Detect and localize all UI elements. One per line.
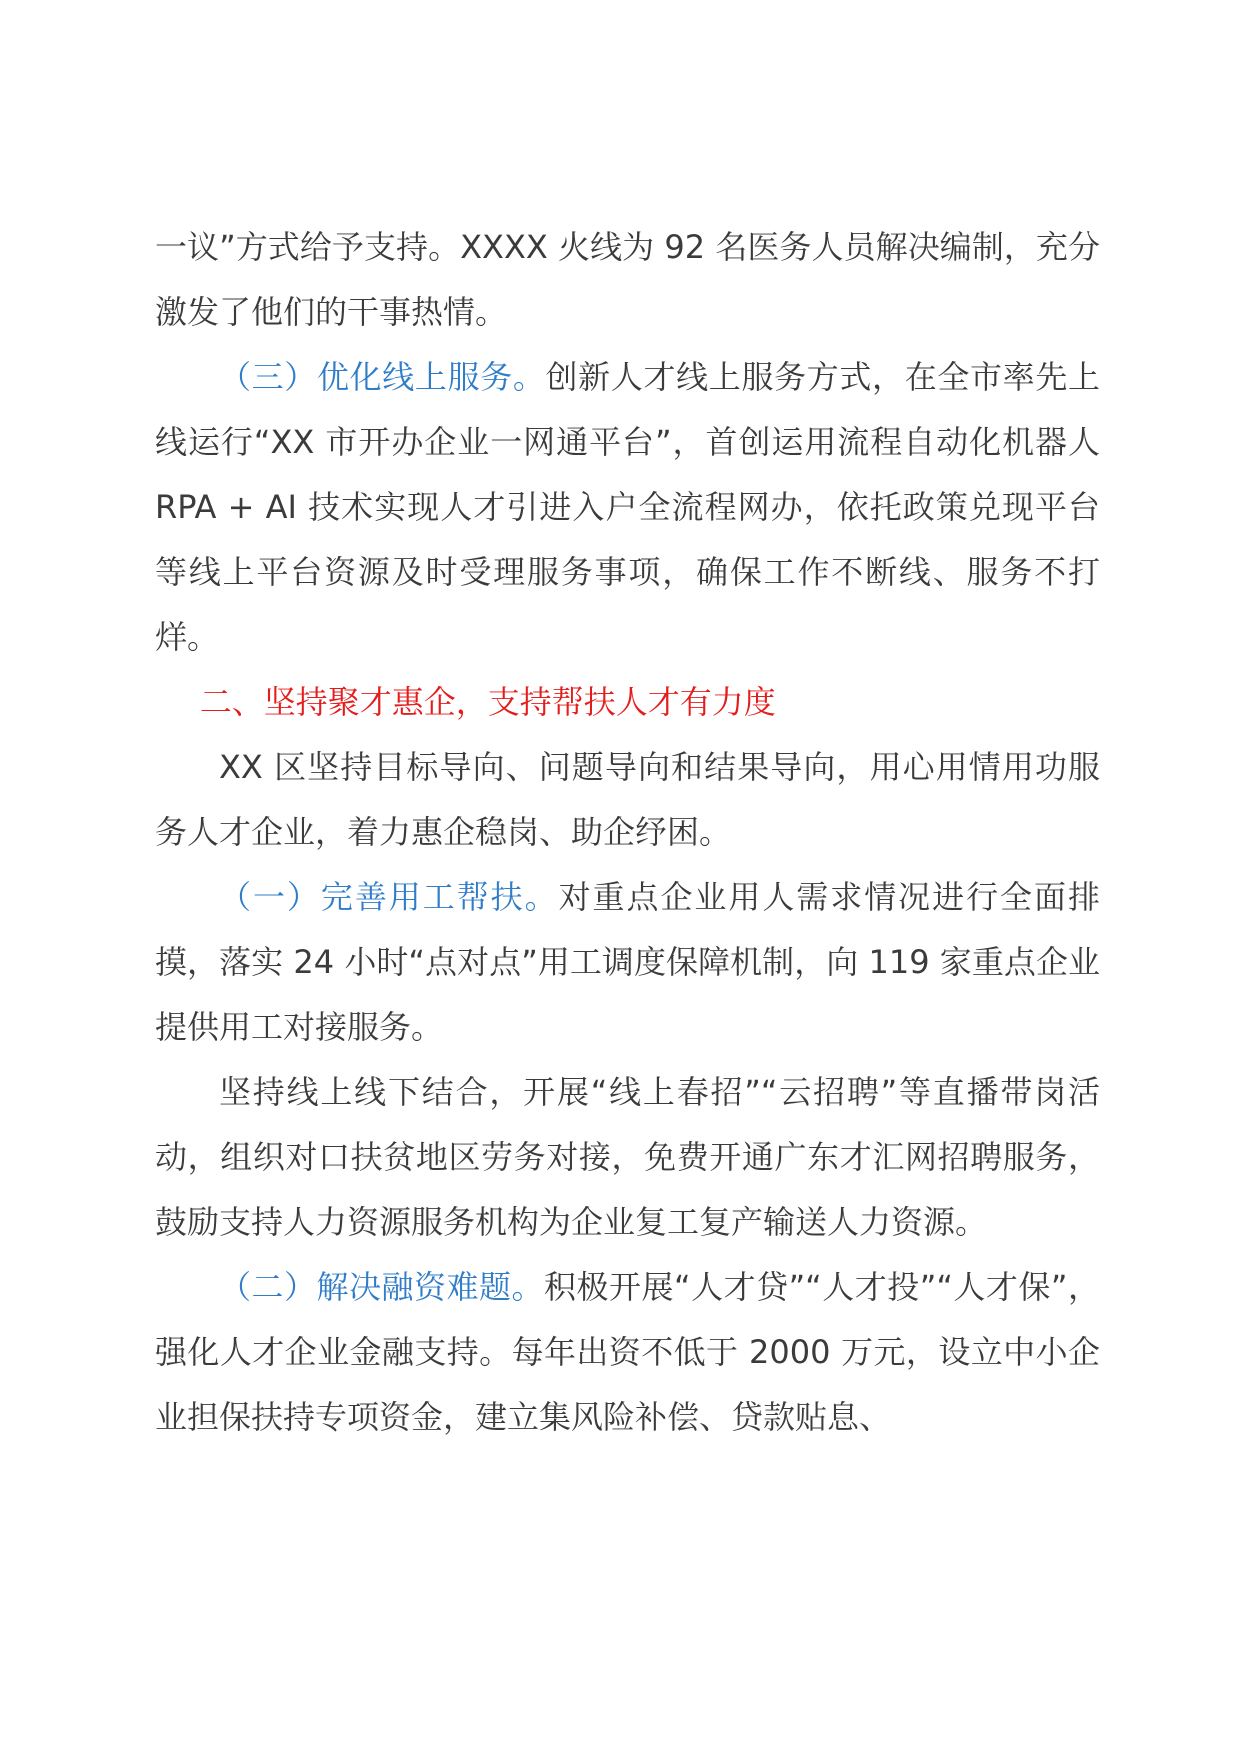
paragraph-text: 创新人才线上服务方式，在全市率先上线运行“XX 市开办企业一网通平台”，首创运用流程自动化机器人 RPA + AI 技术实现人才引进入户全流程网办，依托政策兑现平台等线上平台资源及时受理服务事项，确保工作不断线、服务不打烊。	[155, 358, 1100, 656]
paragraph-section-intro	[155, 735, 1100, 865]
paragraph-text: 一议”方式给予支持。XXXX 火线为 92 名医务人员解决编制，充分激发了他们的干事热情。	[155, 228, 1100, 331]
paragraph-text: XX 区坚持目标导向、问题导向和结果导向，用心用情用功服务人才企业，着力惠企稳岗、助企纾困。	[155, 748, 1100, 851]
sub-heading-online-services: （三）优化线上服务。	[219, 358, 546, 396]
paragraph-text: 对重点企业用人需求情况进行全面排摸，落实 24 小时“点对点”用工调度保障机制，向 119 家重点企业提供用工对接服务。	[155, 878, 1100, 1046]
paragraph-employment-support	[155, 865, 1100, 1060]
section-heading: 二、坚持聚才惠企，支持帮扶人才有力度	[199, 683, 776, 721]
paragraph-text: 积极开展“人才贷”“人才投”“人才保”，强化人才企业金融支持。每年出资不低于 2000 万元，设立中小企业担保扶持专项资金，建立集风险补偿、贷款贴息、	[155, 1268, 1100, 1436]
paragraph-online-services	[155, 345, 1100, 670]
document-body	[155, 215, 1100, 1450]
paragraph-continuation	[155, 215, 1100, 345]
sub-heading-employment-support: （一）完善用工帮扶。	[219, 878, 559, 916]
paragraph-financing	[155, 1255, 1100, 1450]
paragraph-text: 坚持线上线下结合，开展“线上春招”“云招聘”等直播带岗活动，组织对口扶贫地区劳务对接，免费开通广东才汇网招聘服务，鼓励支持人力资源服务机构为企业复工复产输送人力资源。	[155, 1073, 1100, 1241]
paragraph-online-offline	[155, 1060, 1100, 1255]
sub-heading-financing: （二）解决融资难题。	[219, 1268, 545, 1306]
